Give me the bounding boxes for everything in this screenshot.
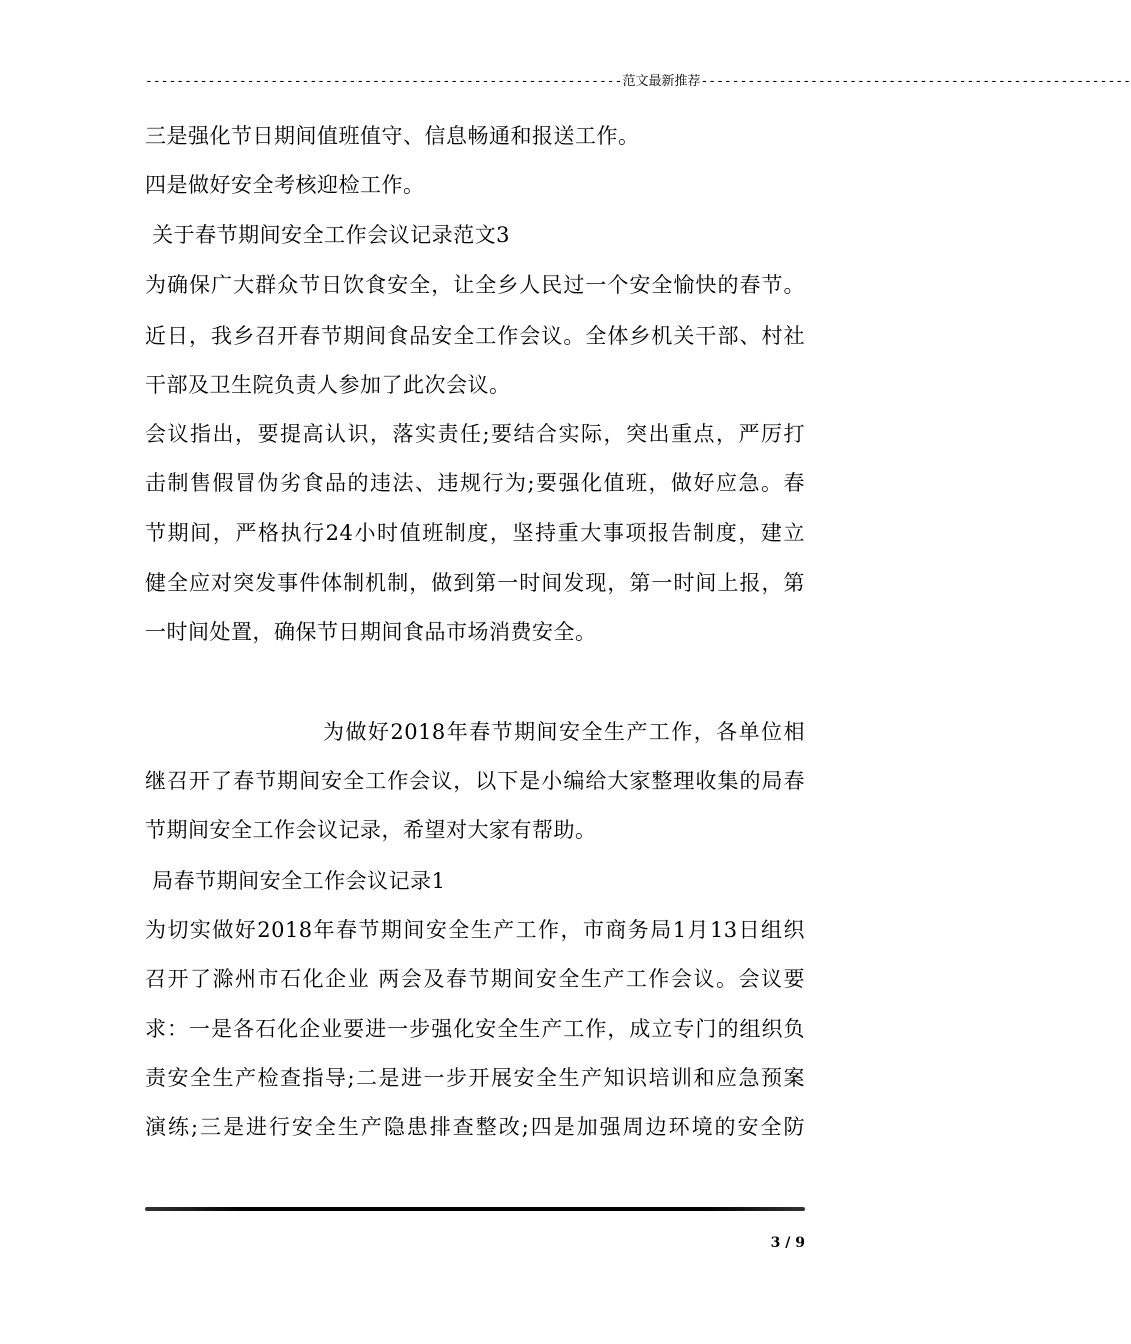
body-line: 责安全生产检查指导;二是进一步开展安全生产知识培训和应急预案 xyxy=(145,1066,805,1090)
body-line: 击制售假冒伪劣食品的违法、违规行为;要强化值班，做好应急。春 xyxy=(145,471,805,495)
page-number: 3 / 9 xyxy=(770,1235,805,1251)
footer-divider xyxy=(145,1207,805,1211)
body-line: 演练;三是进行安全生产隐患排查整改;四是加强周边环境的安全防 xyxy=(145,1115,805,1139)
body-line: 求：一是各石化企业要进一步强化安全生产工作，成立专门的组织负 xyxy=(145,1017,805,1041)
body-line-indented: 为做好2018年春节期间安全生产工作，各单位相 xyxy=(323,720,805,744)
section-heading: 关于春节期间安全工作会议记录范文3 xyxy=(145,223,511,247)
body-line: 为确保广大群众节日饮食安全，让全乡人民过一个安全愉快的春节。 xyxy=(145,273,805,297)
body-line: 为切实做好2018年春节期间安全生产工作，市商务局1月13日组织 xyxy=(145,918,805,942)
body-line: 节期间，严格执行24小时值班制度，坚持重大事项报告制度，建立 xyxy=(145,521,805,545)
header-dashes-left: ------------------------------------------------------------- xyxy=(145,74,623,89)
body-line: 一时间处置，确保节日期间食品市场消费安全。 xyxy=(145,620,597,644)
section-heading: 局春节期间安全工作会议记录1 xyxy=(145,869,446,893)
header-label: 范文最新推荐 xyxy=(622,74,701,89)
body-line: 健全应对突发事件体制机制，做到第一时间发现，第一时间上报，第 xyxy=(145,571,805,595)
body-line: 三是强化节日期间值班值守、信息畅通和报送工作。 xyxy=(145,124,640,148)
body-line: 继召开了春节期间安全工作会议，以下是小编给大家整理收集的局春 xyxy=(145,769,805,793)
body-line: 近日，我乡召开春节期间食品安全工作会议。全体乡机关干部、村社 xyxy=(145,324,805,348)
body-line: 干部及卫生院负责人参加了此次会议。 xyxy=(145,373,511,397)
header-dashes-right: ------------------------------------------------------- xyxy=(700,74,1131,89)
body-line: 节期间安全工作会议记录，希望对大家有帮助。 xyxy=(145,818,597,842)
body-line: 四是做好安全考核迎检工作。 xyxy=(145,173,425,197)
body-line: 召开了滁州市石化企业 两会及春节期间安全生产工作会议。会议要 xyxy=(145,967,805,991)
body-line: 会议指出，要提高认识，落实责任;要结合实际，突出重点，严厉打 xyxy=(145,422,805,446)
page-header xyxy=(145,72,1131,92)
